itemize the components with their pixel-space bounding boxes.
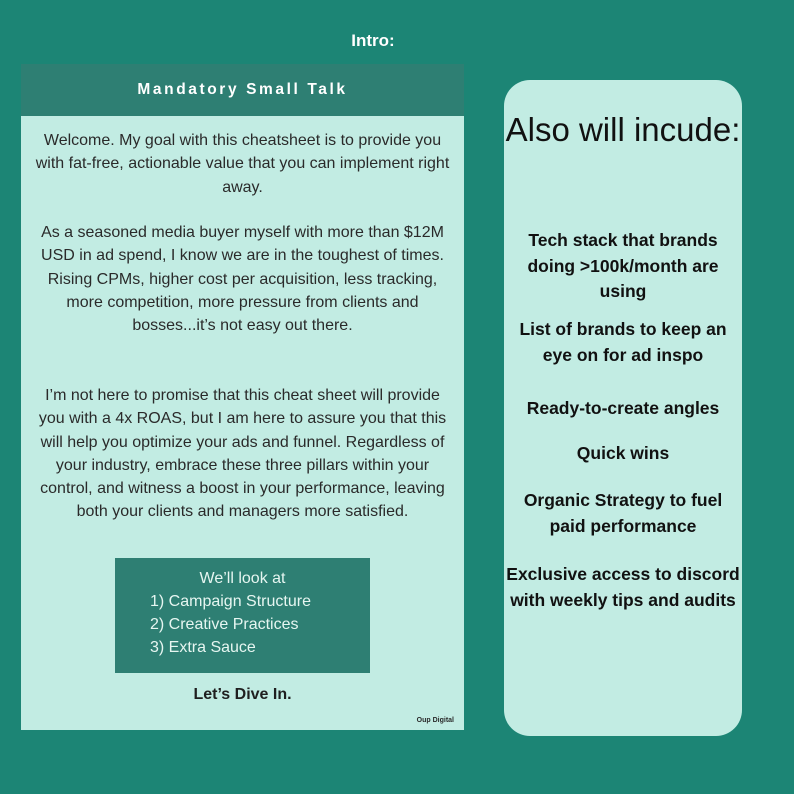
promise-paragraph: I’m not here to promise that this cheat sheet will provide you with a 4x ROAS, but I am here to assure you that this will help you optimize your ads and funnel. Regardless of your industry, embrace these three pillars within your control, and witness a boost in your performance, leaving both your clients and managers more satisfied. [38,387,447,521]
outline-box [115,558,370,673]
brand-logo: Oup Digital [416,717,454,724]
experience-paragraph: As a seasoned media buyer myself with more than $12M USD in ad spend, I know we are in the toughest of times. Rising CPMs, higher cost per acquisition, less tracking, more competition, more pressure from clients and bosses...it’s not easy out there. [41,224,444,335]
intro-heading: Intro: [351,31,395,50]
features-card [504,80,742,736]
welcome-paragraph: Welcome. My goal with this cheatsheet is to provide you with fat-free, actionable value that you can implement right away. [35,132,450,196]
feature-item: Organic Strategy to fuel paid performance [523,490,723,536]
outline-title: We’ll look at [199,570,286,587]
feature-item: Tech stack that brands doing >100k/month are using [527,230,719,301]
outline-item: 1) Campaign Structure [150,593,311,610]
feature-item: Ready-to-create angles [526,398,720,418]
feature-item: Quick wins [576,443,670,463]
outline-list [150,590,311,659]
closing-text: Let’s Dive In. [193,686,292,703]
features-title: Also will incude: [505,111,741,148]
feature-item: Exclusive access to discord with weekly tips and audits [506,564,740,610]
feature-item: List of brands to keep an eye on for ad inspo [519,319,727,365]
cheatsheet-page-preview [21,64,464,730]
outline-item: 3) Extra Sauce [150,639,256,656]
section-header: Mandatory Small Talk [21,64,464,116]
outline-item: 2) Creative Practices [150,616,299,633]
